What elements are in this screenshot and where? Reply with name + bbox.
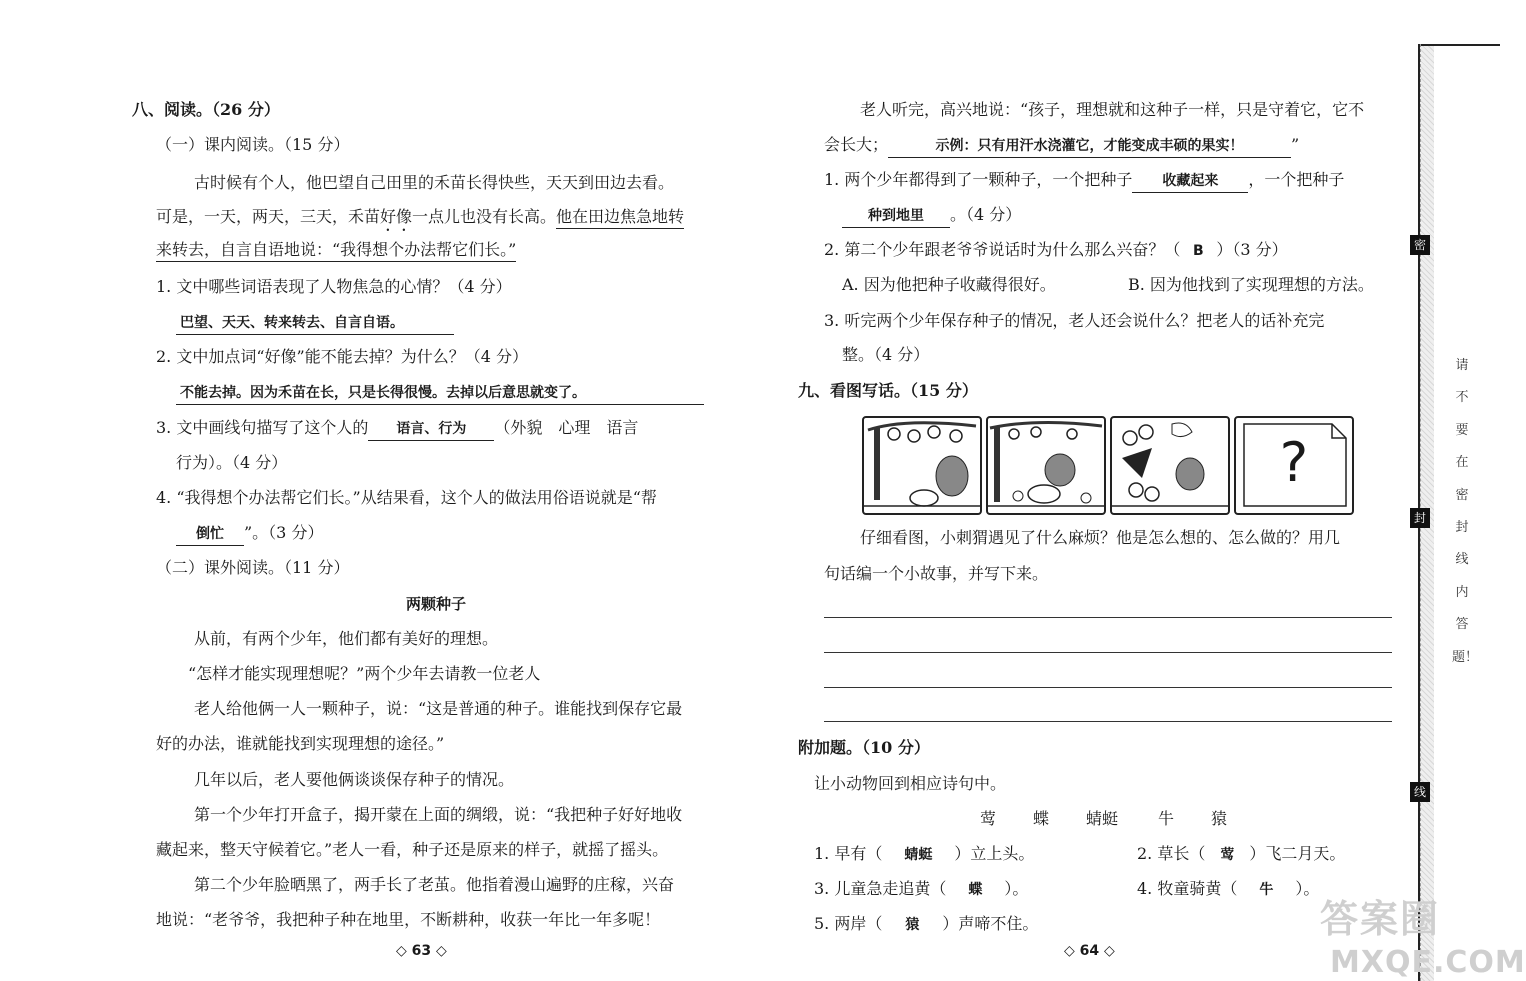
story-line-4: 好的办法，谁就能找到实现理想的途径。” [156,734,445,753]
poem-3-answer: 蝶 [968,882,983,898]
animal-0: 莺 [980,809,997,828]
poem-4-start: 4. 牧童骑黄（ [1137,879,1238,898]
hedgehog-basket-picture [988,418,1104,513]
comic-panel-3 [1110,416,1230,515]
r-question-1 [824,169,1344,193]
story-line-6: 第一个少年打开盒子，揭开蒙在上面的绸缎，说：“我把种子好好地收 [194,805,683,824]
poem-2-end: ）飞二月天。 [1249,844,1346,863]
poem-1-end: ）立上头。 [954,844,1035,863]
passage-line-3 [156,239,516,262]
poem-5 [814,913,1038,936]
story-line-7: 藏起来，整天守候着它。”老人一看，种子还是原来的样子，就摇了摇头。 [156,840,669,859]
poem-1-answer: 蜻蜓 [904,847,933,863]
option-a: A. 因为他把种子收藏得很好。 [842,275,1056,294]
poem-5-end: ）声啼不住。 [942,914,1039,933]
r-question-2-end: ）（3 分） [1216,240,1288,259]
r-question-1-mid: ，一个把种子 [1248,170,1345,189]
seal-label-xian: 线 [1410,782,1430,802]
poem-3-start: 3. 儿童急走追黄（ [814,879,947,898]
seal-label-mi: 密 [1410,235,1430,255]
passage-line-2a: 可是，一天，两天，三天，禾苗 [156,207,381,226]
story-line-8: 第二个少年脸晒黑了，两手长了老茧。他指着漫山遍野的庄稼，兴奋 [194,875,675,894]
extra-instruction: 让小动物回到相应诗句中。 [814,774,1007,793]
story-title: 两颗种子 [406,595,467,613]
animal-4: 猿 [1211,809,1228,828]
option-b: B. 因为他找到了实现理想的方法。 [1128,275,1374,294]
poem-1 [814,843,1034,866]
underlined-sentence-1: 他在田边焦急地转 [556,206,684,229]
writing-prompt-1: 仔细看图，小刺猬遇见了什么麻烦？他是怎么想的、怎么做的？用几 [860,528,1341,547]
story-cont-line-1: 老人听完，高兴地说：“孩子，理想就和这种子一样，只是守着它，它不 [860,100,1365,119]
dotted-word: 好像 [380,207,413,226]
writing-line-1 [824,617,1392,618]
answer-2-text: 不能去掉。因为禾苗在长，只是长得很慢。去掉以后意思就变了。 [176,382,704,405]
story-line-9: 地说：“老爷爷，我把种子种在地里，不断耕种，收获一年比一年多呢！ [156,910,661,929]
poem-3 [814,878,1028,901]
underlined-sentence-2: 来转去，自言自语地说：“我得想个办法帮它们长。” [156,239,516,262]
poem-5-start: 5. 两岸（ [814,914,883,933]
r-answer-1a: 收藏起来 [1132,170,1248,193]
passage-line-2c: 一点儿也没有长高。 [412,207,557,226]
r-question-1-text: 1. 两个少年都得到了一颗种子，一个把种子 [824,170,1133,189]
extra-title: 附加题。（10 分） [798,738,930,757]
page-number-left: ◇ 63 ◇ [396,943,447,959]
story-line-1: 从前，有两个少年，他们都有美好的理想。 [194,629,499,648]
answer-1-text: 巴望、天天、转来转去、自言自语。 [176,312,454,335]
seal-label-feng: 封 [1410,508,1430,528]
r-question-2-text: 2. 第二个少年跟老爷爷说话时为什么那么兴奋？（ [824,240,1181,259]
poem-4-end: ）。 [1295,879,1320,898]
animal-3: 牛 [1158,809,1175,828]
answer-4: 倒忙 [176,523,244,546]
r-question-3-cont: 整。（4 分） [842,345,930,364]
part-1-title: （一）课内阅读。（15 分） [156,135,350,154]
poem-3-end: ）。 [1004,879,1029,898]
story-line-5: 几年以后，老人要他俩谈谈保存种子的情况。 [194,770,515,789]
margin-top-border [1418,44,1500,46]
writing-line-3 [824,687,1392,688]
watermark-logo: 答案圈 [1320,897,1441,941]
section-8-title: 八、阅读。（26 分） [132,100,280,119]
question-mark: ? [1279,431,1309,494]
r-question-3: 3. 听完两个少年保存种子的情况，老人还会说什么？把老人的话补充完 [824,311,1325,330]
poem-4-answer: 牛 [1259,882,1274,898]
poem-5-answer: 猿 [905,917,920,933]
r-answer-1b: 种到地里 [842,205,950,228]
answer-old-man-words: 示例：只有用汗水浇灌它，才能变成丰硕的果实！ [888,135,1291,158]
answer-1 [176,311,454,335]
hedgehog-fruits-picture [1112,418,1228,513]
section-9-title: 九、看图写话。（15 分） [798,381,978,400]
quote-close: ” [1291,135,1300,154]
question-4-end: ”。（3 分） [244,523,324,542]
comic-panel-4 [1234,416,1354,515]
writing-line-2 [824,652,1392,653]
r-answer-2: B [1193,243,1204,259]
question-3-options: （外貌 心理 语言 [494,418,639,437]
question-4: 4. “我得想个办法帮它们长。”从结果看，这个人的做法用俗语说就是“帮 [156,488,657,507]
watermark-url: MXQE.COM [1330,945,1526,980]
comic-panel-2 [986,416,1106,515]
story-cont-text: 会长大； [824,135,889,154]
writing-prompt-2: 句话编一个小故事，并写下来。 [824,564,1049,583]
question-2: 2. 文中加点词“好像”能不能去掉？为什么？（4 分） [156,347,528,366]
question-1: 1. 文中哪些词语表现了人物焦急的心情？（4 分） [156,277,512,296]
writing-line-4 [824,721,1392,722]
page-number-right: ◇ 64 ◇ [1064,943,1115,959]
r-question-2 [824,239,1288,262]
hedgehog-tree-picture [864,418,980,513]
poem-2 [1137,843,1345,866]
answer-2 [176,381,704,405]
animal-2: 蜻蜓 [1086,809,1119,828]
part-2-title: （二）课外阅读。（11 分） [156,558,350,577]
story-cont-line-2 [824,134,1299,158]
poem-1-start: 1. 早有（ [814,844,883,863]
r-question-1-end: 。（4 分） [950,205,1022,224]
r-question-1-cont [842,204,1021,228]
animal-1: 蝶 [1033,809,1050,828]
question-3-cont: 行为）。（4 分） [176,453,288,472]
margin-warning-text: 请不要在密封线内答题！ [1452,358,1479,665]
question-3 [156,417,638,441]
question-4-cont [176,522,323,546]
question-3-text: 3. 文中画线句描写了这个人的 [156,418,369,437]
poem-2-start: 2. 草长（ [1137,844,1206,863]
poem-4 [1137,878,1319,901]
passage-line-2 [156,206,684,235]
story-line-3: 老人给他俩一人一颗种子，说：“这是普通的种子。谁能找到保存它最 [194,699,683,718]
answer-3: 语言、行为 [368,418,494,441]
comic-panel-1 [862,416,982,515]
poem-2-answer: 莺 [1220,847,1235,863]
passage-line-1: 古时候有个人，他巴望自己田里的禾苗长得快些，天天到田边去看。 [194,173,675,192]
story-line-2: “怎样才能实现理想呢？”两个少年去请教一位老人 [188,664,541,683]
